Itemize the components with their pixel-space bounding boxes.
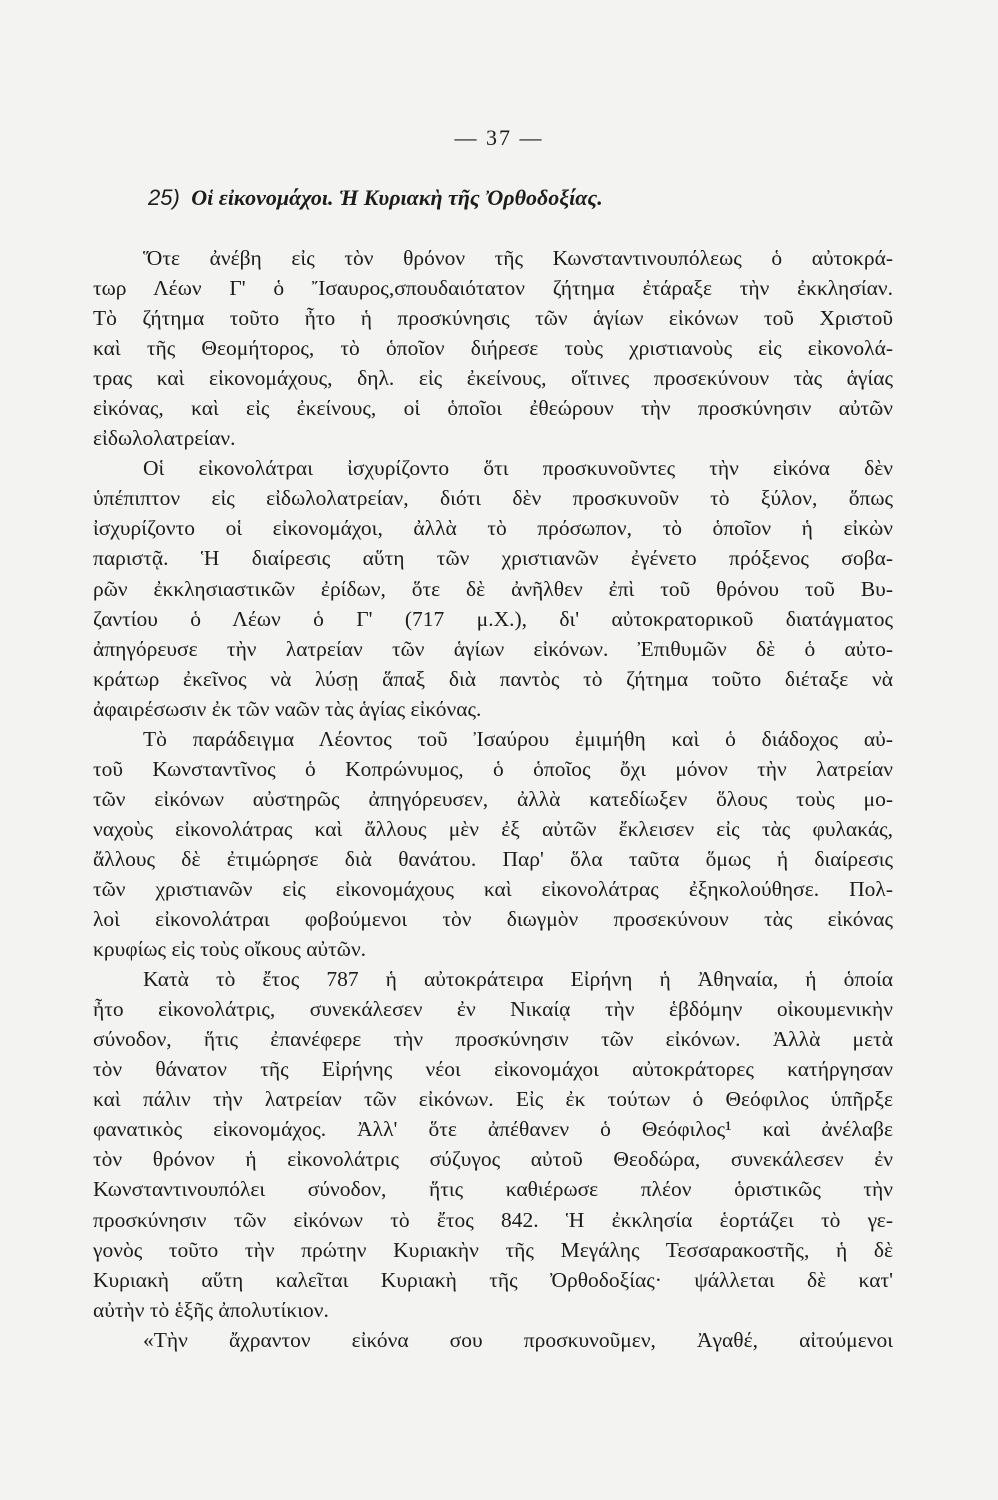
- text-line: ὑπέπιπτον εἰς εἰδωλολατρείαν, διότι δὲν προσκυνοῦν τὸ ξύλον, ὅπως: [93, 486, 893, 511]
- text-line: Κυριακὴ αὕτη καλεῖται Κυριακὴ τῆς Ὀρθοδοξίας· ψάλλεται δὲ κατ': [93, 1267, 893, 1292]
- page-number: — 37 —: [454, 125, 544, 150]
- text-line: Ὅτε ἀνέβη εἰς τὸν θρόνον τῆς Κωνσταντινουπόλεως ὁ αὐτοκρά-: [143, 246, 893, 270]
- text-line: κράτωρ ἐκεῖνος νὰ λύσῃ ἅπαξ διὰ παντὸς τὸ ζήτημα τοῦτο διέταξε νὰ: [93, 666, 893, 691]
- text-line: καὶ πάλιν τὴν λατρείαν τῶν εἰκόνων. Εἰς ἐκ τούτων ὁ Θεόφιλος ὑπῆρξε: [93, 1087, 893, 1112]
- text-line: προσκύνησιν τῶν εἰκόνων τὸ ἔτος 842. Ἡ ἐκκλησία ἑορτάζει τὸ γε-: [93, 1207, 893, 1232]
- text-line: εἰκόνας, καὶ εἰς ἐκείνους, οἱ ὁποῖοι ἐθεώρουν τὴν προσκύνησιν αὐτῶν: [93, 396, 893, 421]
- text-line: φανατικὸς εἰκονομάχος. Ἀλλ' ὅτε ἀπέθανεν ὁ Θεόφιλος¹ καὶ ἀνέλαβε: [93, 1117, 893, 1142]
- text-line: παριστᾷ. Ἡ διαίρεσις αὕτη τῶν χριστιανῶν ἐγένετο πρόξενος σοβα-: [93, 546, 893, 571]
- text-line: τωρ Λέων Γ' ὁ Ἴσαυρος,σπουδαιότατον ζήτημα ἐτάραξε τὴν ἐκκλησίαν.: [93, 276, 893, 301]
- text-line: εἰδωλολατρείαν.: [93, 426, 236, 451]
- text-line: ἀφαιρέσωσιν ἐκ τῶν ναῶν τὰς ἁγίας εἰκόνας.: [93, 696, 482, 721]
- section-title: Οἱ εἰκονομάχοι. Ἡ Κυριακὴ τῆς Ὀρθοδοξίας.: [191, 185, 603, 210]
- body-text: [93, 243, 893, 1355]
- text-line: «Τὴν ἄχραντον εἰκόνα σου προσκυνοῦμεν, Ἀγαθέ, αἰτούμενοι: [143, 1327, 893, 1352]
- text-line: λοὶ εἰκονολάτραι φοβούμενοι τὸν διωγμὸν προσεκύνουν τὰς εἰκόνας: [93, 907, 893, 932]
- text-line: τὸν θάνατον τῆς Εἰρήνης νέοι εἰκονομάχοι αὐτοκράτορες κατήργησαν: [93, 1057, 893, 1082]
- text-line: ἀπηγόρευσε τὴν λατρείαν τῶν ἁγίων εἰκόνων. Ἐπιθυμῶν δὲ ὁ αὐτο-: [93, 636, 893, 661]
- text-line: ρῶν ἐκκλησιαστικῶν ἐρίδων, ὅτε δὲ ἀνῆλθεν ἐπὶ τοῦ θρόνου τοῦ Βυ-: [93, 576, 893, 601]
- text-line: τὸν θρόνον ἡ εἰκονολάτρις σύζυγος αὐτοῦ Θεοδώρα, συνεκάλεσεν ἐν: [93, 1147, 893, 1172]
- text-line: γονὸς τοῦτο τὴν πρώτην Κυριακὴν τῆς Μεγάλης Τεσσαρακοστῆς, ἡ δὲ: [93, 1237, 893, 1262]
- text-line: ἄλλους δὲ ἐτιμώρησε διὰ θανάτου. Παρ' ὅλα ταῦτα ὅμως ἡ διαίρεσις: [93, 846, 893, 871]
- text-line: τῶν εἰκόνων αὐστηρῶς ἀπηγόρευσεν, ἀλλὰ κατεδίωξεν ὅλους τοὺς μο-: [93, 786, 893, 811]
- text-line: κρυφίως εἰς τοὺς οἴκους αὐτῶν.: [93, 937, 367, 962]
- text-line: αὐτὴν τὸ ἑξῆς ἀπολυτίκιον.: [93, 1297, 329, 1322]
- text-line: ζαντίου ὁ Λέων ὁ Γ' (717 μ.Χ.), δι' αὐτοκρατορικοῦ διατάγματος: [93, 606, 893, 631]
- section-number: 25): [148, 185, 180, 210]
- text-line: ἦτο εἰκονολάτρις, συνεκάλεσεν ἐν Νικαίᾳ τὴν ἑβδόμην οἰκουμενικὴν: [93, 997, 893, 1022]
- text-line: ἰσχυρίζοντο οἱ εἰκονομάχοι, ἀλλὰ τὸ πρόσωπον, τὸ ὁποῖον ἡ εἰκὼν: [93, 516, 893, 541]
- section-heading: [148, 183, 848, 213]
- text-line: Οἱ εἰκονολάτραι ἰσχυρίζοντο ὅτι προσκυνοῦντες τὴν εἰκόνα δὲν: [143, 456, 893, 481]
- text-line: τῶν χριστιανῶν εἰς εἰκονομάχους καὶ εἰκονολάτρας ἐξηκολούθησε. Πολ-: [93, 876, 893, 901]
- text-line: τοῦ Κωνσταντῖνος ὁ Κοπρώνυμος, ὁ ὁποῖος ὄχι μόνον τὴν λατρείαν: [93, 756, 893, 781]
- text-line: ναχοὺς εἰκονολάτρας καὶ ἄλλους μὲν ἐξ αὐτῶν ἔκλεισεν εἰς τὰς φυλακάς,: [93, 816, 893, 841]
- text-line: Τὸ παράδειγμα Λέοντος τοῦ Ἰσαύρου ἐμιμήθη καὶ ὁ διάδοχος αὐ-: [143, 726, 893, 751]
- text-line: Τὸ ζήτημα τοῦτο ἦτο ἡ προσκύνησις τῶν ἁγίων εἰκόνων τοῦ Χριστοῦ: [93, 306, 893, 331]
- text-line: τρας καὶ εἰκονομάχους, δηλ. εἰς ἐκείνους, οἵτινες προσεκύνουν τὰς ἁγίας: [93, 366, 893, 391]
- text-line: καὶ τῆς Θεομήτορος, τὸ ὁποῖον διήρεσε τοὺς χριστιανοὺς εἰς εἰκονολά-: [93, 336, 893, 361]
- text-line: Κατὰ τὸ ἔτος 787 ἡ αὐτοκράτειρα Εἰρήνη ἡ Ἀθηναία, ἡ ὁποία: [143, 967, 893, 992]
- text-line: Κωνσταντινουπόλει σύνοδον, ἥτις καθιέρωσε πλέον ὁριστικῶς τὴν: [93, 1177, 893, 1202]
- text-line: σύνοδον, ἥτις ἐπανέφερε τὴν προσκύνησιν τῶν εἰκόνων. Ἀλλὰ μετὰ: [93, 1027, 893, 1052]
